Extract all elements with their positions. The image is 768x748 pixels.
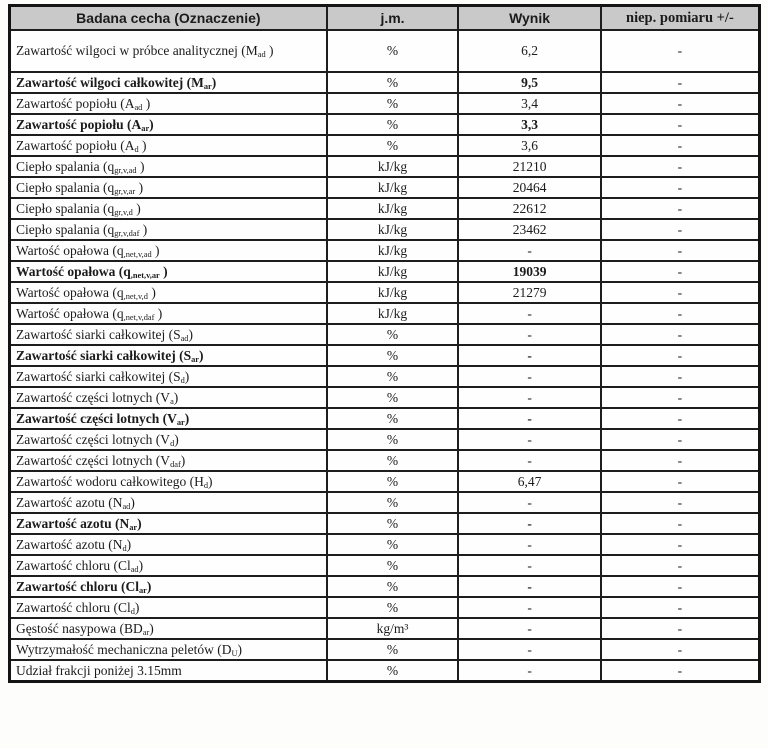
feature-subscript: d [180, 375, 185, 385]
feature-subscript: d [122, 543, 127, 553]
table-row [10, 30, 760, 72]
feature-close: ) [199, 347, 204, 363]
uncertainty-cell: - [601, 534, 760, 555]
table-row [10, 597, 760, 618]
uncertainty-cell: - [601, 114, 760, 135]
feature-subscript: ad [134, 102, 143, 112]
table-row [10, 408, 760, 429]
feature-subscript: ,net,v,ar [130, 270, 160, 280]
uncertainty-cell: - [601, 576, 760, 597]
feature-subscript: gr,v,ar [114, 186, 136, 196]
uncertainty-cell: - [601, 93, 760, 114]
table-row [10, 576, 760, 597]
feature-close: ) [154, 305, 163, 321]
table-row [10, 513, 760, 534]
unit-cell: % [327, 114, 459, 135]
feature-cell [10, 93, 327, 114]
feature-label: Zawartość siarki całkowitej (S [16, 326, 181, 342]
result-cell: 20464 [458, 177, 601, 198]
feature-label: Zawartość siarki całkowitej (S [16, 347, 192, 363]
feature-label: Wartość opałowa (q [16, 284, 124, 300]
feature-subscript: ad [257, 50, 266, 60]
feature-label: Zawartość części lotnych (V [16, 452, 171, 468]
feature-label: Zawartość wilgoci całkowitej (M [16, 74, 204, 90]
result-cell: 3,6 [458, 135, 601, 156]
result-cell: - [458, 366, 601, 387]
feature-cell [10, 72, 327, 93]
feature-subscript: ad [180, 333, 189, 343]
feature-close: ) [149, 620, 154, 636]
unit-cell: % [327, 597, 459, 618]
unit-cell: % [327, 555, 459, 576]
table-row [10, 429, 760, 450]
unit-cell: kg/m³ [327, 618, 459, 639]
unit-cell: % [327, 576, 459, 597]
feature-cell [10, 597, 327, 618]
uncertainty-cell: - [601, 555, 760, 576]
feature-close: ) [173, 389, 179, 405]
table-row [10, 387, 760, 408]
uncertainty-cell: - [601, 513, 760, 534]
uncertainty-cell: - [601, 261, 760, 282]
feature-cell [10, 366, 327, 387]
feature-subscript: ar [138, 585, 147, 595]
uncertainty-cell: - [601, 597, 760, 618]
feature-label: Zawartość wilgoci w próbce analitycznej (M [16, 43, 258, 58]
uncertainty-cell: - [601, 345, 760, 366]
result-cell: 6,47 [458, 471, 601, 492]
feature-label: Ciepło spalania (q [16, 179, 115, 195]
result-cell: - [458, 555, 601, 576]
table-row [10, 471, 760, 492]
feature-label: Wartość opałowa (q [16, 263, 131, 279]
unit-cell: % [327, 324, 459, 345]
feature-close: ) [265, 43, 274, 58]
unit-cell: % [327, 429, 459, 450]
table-row [10, 303, 760, 324]
feature-close: ) [136, 158, 145, 174]
result-cell: - [458, 387, 601, 408]
feature-label: Zawartość azotu (N [16, 536, 123, 552]
table-row [10, 282, 760, 303]
results-table [8, 4, 761, 683]
uncertainty-cell: - [601, 471, 760, 492]
unit-cell: % [327, 639, 459, 660]
feature-label: Wartość opałowa (q [16, 242, 124, 258]
feature-subscript: ,net,v,ad [123, 249, 152, 259]
uncertainty-cell: - [601, 429, 760, 450]
table-row [10, 114, 760, 135]
feature-label: Gęstość nasypowa (BD [16, 620, 143, 636]
unit-cell: % [327, 408, 459, 429]
feature-subscript: d [170, 438, 175, 448]
uncertainty-cell: - [601, 72, 760, 93]
result-cell: 3,3 [458, 114, 601, 135]
feature-close: ) [130, 494, 135, 510]
feature-close: ) [149, 116, 154, 132]
uncertainty-cell: - [601, 618, 760, 639]
result-cell: - [458, 597, 601, 618]
table-row [10, 240, 760, 261]
feature-subscript: ar [141, 123, 150, 133]
feature-cell [10, 534, 327, 555]
feature-close: ) [151, 242, 160, 258]
unit-cell: % [327, 93, 459, 114]
table-row [10, 345, 760, 366]
feature-cell [10, 408, 327, 429]
feature-close: ) [138, 557, 144, 573]
feature-close: ) [138, 137, 147, 153]
feature-subscript: ar [203, 81, 212, 91]
result-cell: 21210 [458, 156, 601, 177]
table-row [10, 492, 760, 513]
result-cell: - [458, 450, 601, 471]
table-row [10, 177, 760, 198]
unit-cell: % [327, 513, 459, 534]
feature-label: Zawartość popiołu (A [16, 95, 135, 111]
feature-close: ) [208, 473, 213, 489]
result-cell: 19039 [458, 261, 601, 282]
feature-cell [10, 156, 327, 177]
column-header-uncertainty: niep. pomiaru +/- [601, 6, 760, 31]
feature-label: Ciepło spalania (q [16, 221, 115, 237]
table-body [10, 30, 760, 682]
feature-subscript: d [130, 606, 135, 616]
feature-cell [10, 219, 327, 240]
feature-close: ) [237, 641, 243, 657]
feature-label: Ciepło spalania (q [16, 200, 115, 216]
uncertainty-cell: - [601, 387, 760, 408]
uncertainty-cell: - [601, 177, 760, 198]
feature-label: Udział frakcji poniżej 3.15mm [16, 662, 182, 678]
uncertainty-cell: - [601, 639, 760, 660]
feature-cell [10, 555, 327, 576]
feature-label: Wartość opałowa (q [16, 305, 124, 321]
unit-cell: % [327, 492, 459, 513]
uncertainty-cell: - [601, 408, 760, 429]
feature-subscript: daf [170, 459, 181, 469]
result-cell: - [458, 513, 601, 534]
result-cell: - [458, 576, 601, 597]
feature-subscript: gr,v,ad [114, 165, 137, 175]
feature-cell [10, 114, 327, 135]
column-header-feature: Badana cecha (Oznaczenie) [10, 6, 327, 31]
table-row [10, 618, 760, 639]
feature-subscript: ad [130, 564, 139, 574]
table-row [10, 555, 760, 576]
unit-cell: % [327, 135, 459, 156]
feature-cell [10, 492, 327, 513]
feature-cell [10, 639, 327, 660]
uncertainty-cell: - [601, 30, 760, 72]
table-row [10, 156, 760, 177]
feature-cell [10, 177, 327, 198]
feature-label: Zawartość części lotnych (V [16, 431, 171, 447]
feature-label: Zawartość popiołu (A [16, 116, 142, 132]
unit-cell: kJ/kg [327, 240, 459, 261]
result-cell: 3,4 [458, 93, 601, 114]
uncertainty-cell: - [601, 282, 760, 303]
table-row [10, 198, 760, 219]
feature-close: ) [134, 599, 140, 615]
feature-label: Zawartość chloru (Cl [16, 599, 131, 615]
table-row [10, 660, 760, 682]
column-header-unit: j.m. [327, 6, 459, 31]
result-cell: 22612 [458, 198, 601, 219]
feature-close: ) [159, 263, 168, 279]
feature-cell [10, 30, 327, 72]
table-row [10, 534, 760, 555]
feature-close: ) [188, 326, 193, 342]
feature-subscript: gr,v,d [114, 207, 133, 217]
feature-cell [10, 660, 327, 682]
result-cell: - [458, 429, 601, 450]
unit-cell: kJ/kg [327, 219, 459, 240]
feature-cell [10, 345, 327, 366]
unit-cell: % [327, 387, 459, 408]
feature-close: ) [180, 452, 186, 468]
unit-cell: kJ/kg [327, 177, 459, 198]
table-row [10, 639, 760, 660]
table-row [10, 135, 760, 156]
feature-close: ) [184, 368, 190, 384]
result-cell: - [458, 324, 601, 345]
result-cell: - [458, 660, 601, 682]
feature-subscript: ar [176, 417, 185, 427]
result-cell: 6,2 [458, 30, 601, 72]
feature-cell [10, 261, 327, 282]
feature-label: Zawartość popiołu (A [16, 137, 135, 153]
feature-label: Zawartość siarki całkowitej (S [16, 368, 181, 384]
feature-subscript: d [134, 144, 139, 154]
result-cell: - [458, 408, 601, 429]
feature-label: Zawartość azotu (N [16, 515, 130, 531]
feature-subscript: ,net,v,daf [123, 312, 155, 322]
feature-close: ) [211, 74, 217, 90]
feature-label: Zawartość części lotnych (V [16, 410, 177, 426]
feature-label: Zawartość części lotnych (V [16, 389, 171, 405]
result-cell: - [458, 303, 601, 324]
uncertainty-cell: - [601, 492, 760, 513]
uncertainty-cell: - [601, 660, 760, 682]
feature-subscript: gr,v,daf [114, 228, 140, 238]
unit-cell: kJ/kg [327, 156, 459, 177]
feature-subscript: ar [142, 627, 150, 637]
feature-cell [10, 282, 327, 303]
feature-cell [10, 576, 327, 597]
uncertainty-cell: - [601, 219, 760, 240]
result-cell: 21279 [458, 282, 601, 303]
feature-cell [10, 303, 327, 324]
unit-cell: % [327, 534, 459, 555]
feature-cell [10, 387, 327, 408]
result-cell: 9,5 [458, 72, 601, 93]
feature-label: Ciepło spalania (q [16, 158, 115, 174]
feature-close: ) [132, 200, 141, 216]
feature-subscript: U [231, 648, 238, 658]
feature-cell [10, 135, 327, 156]
feature-close: ) [135, 179, 144, 195]
feature-label: Zawartość azotu (N [16, 494, 123, 510]
unit-cell: % [327, 345, 459, 366]
table-row [10, 324, 760, 345]
feature-subscript: a [170, 396, 174, 406]
table-row [10, 93, 760, 114]
uncertainty-cell: - [601, 135, 760, 156]
table-row [10, 261, 760, 282]
unit-cell: kJ/kg [327, 303, 459, 324]
feature-cell [10, 618, 327, 639]
table-row [10, 366, 760, 387]
uncertainty-cell: - [601, 450, 760, 471]
feature-close: ) [139, 221, 148, 237]
feature-subscript: ad [122, 501, 131, 511]
feature-subscript: ar [191, 354, 199, 364]
result-cell: - [458, 534, 601, 555]
feature-cell [10, 324, 327, 345]
table-row [10, 450, 760, 471]
table-row [10, 219, 760, 240]
uncertainty-cell: - [601, 156, 760, 177]
feature-close: ) [146, 578, 152, 594]
result-cell: - [458, 240, 601, 261]
result-cell: - [458, 492, 601, 513]
feature-subscript: ar [129, 522, 138, 532]
unit-cell: % [327, 450, 459, 471]
column-header-result: Wynik [458, 6, 601, 31]
feature-cell [10, 471, 327, 492]
unit-cell: kJ/kg [327, 198, 459, 219]
table-header-row [10, 6, 760, 31]
feature-label: Zawartość wodoru całkowitego (H [16, 473, 204, 489]
unit-cell: % [327, 30, 459, 72]
feature-label: Zawartość chloru (Cl [16, 557, 131, 573]
feature-close: ) [184, 410, 190, 426]
unit-cell: % [327, 366, 459, 387]
uncertainty-cell: - [601, 240, 760, 261]
unit-cell: kJ/kg [327, 261, 459, 282]
feature-label: Zawartość chloru (Cl [16, 578, 139, 594]
feature-cell [10, 513, 327, 534]
table-row [10, 72, 760, 93]
uncertainty-cell: - [601, 303, 760, 324]
unit-cell: % [327, 471, 459, 492]
feature-close: ) [147, 284, 156, 300]
unit-cell: kJ/kg [327, 282, 459, 303]
feature-close: ) [142, 95, 151, 111]
feature-label: Wytrzymałość mechaniczna peletów (D [16, 641, 232, 657]
feature-subscript: d [203, 480, 209, 490]
feature-subscript: ,net,v,d [123, 291, 148, 301]
unit-cell: % [327, 72, 459, 93]
feature-close: ) [137, 515, 142, 531]
feature-close: ) [126, 536, 132, 552]
uncertainty-cell: - [601, 366, 760, 387]
uncertainty-cell: - [601, 324, 760, 345]
uncertainty-cell: - [601, 198, 760, 219]
feature-close: ) [174, 431, 179, 447]
feature-cell [10, 240, 327, 261]
feature-cell [10, 198, 327, 219]
result-cell: - [458, 345, 601, 366]
result-cell: - [458, 618, 601, 639]
result-cell: 23462 [458, 219, 601, 240]
feature-cell [10, 450, 327, 471]
result-cell: - [458, 639, 601, 660]
feature-cell [10, 429, 327, 450]
unit-cell: % [327, 660, 459, 682]
